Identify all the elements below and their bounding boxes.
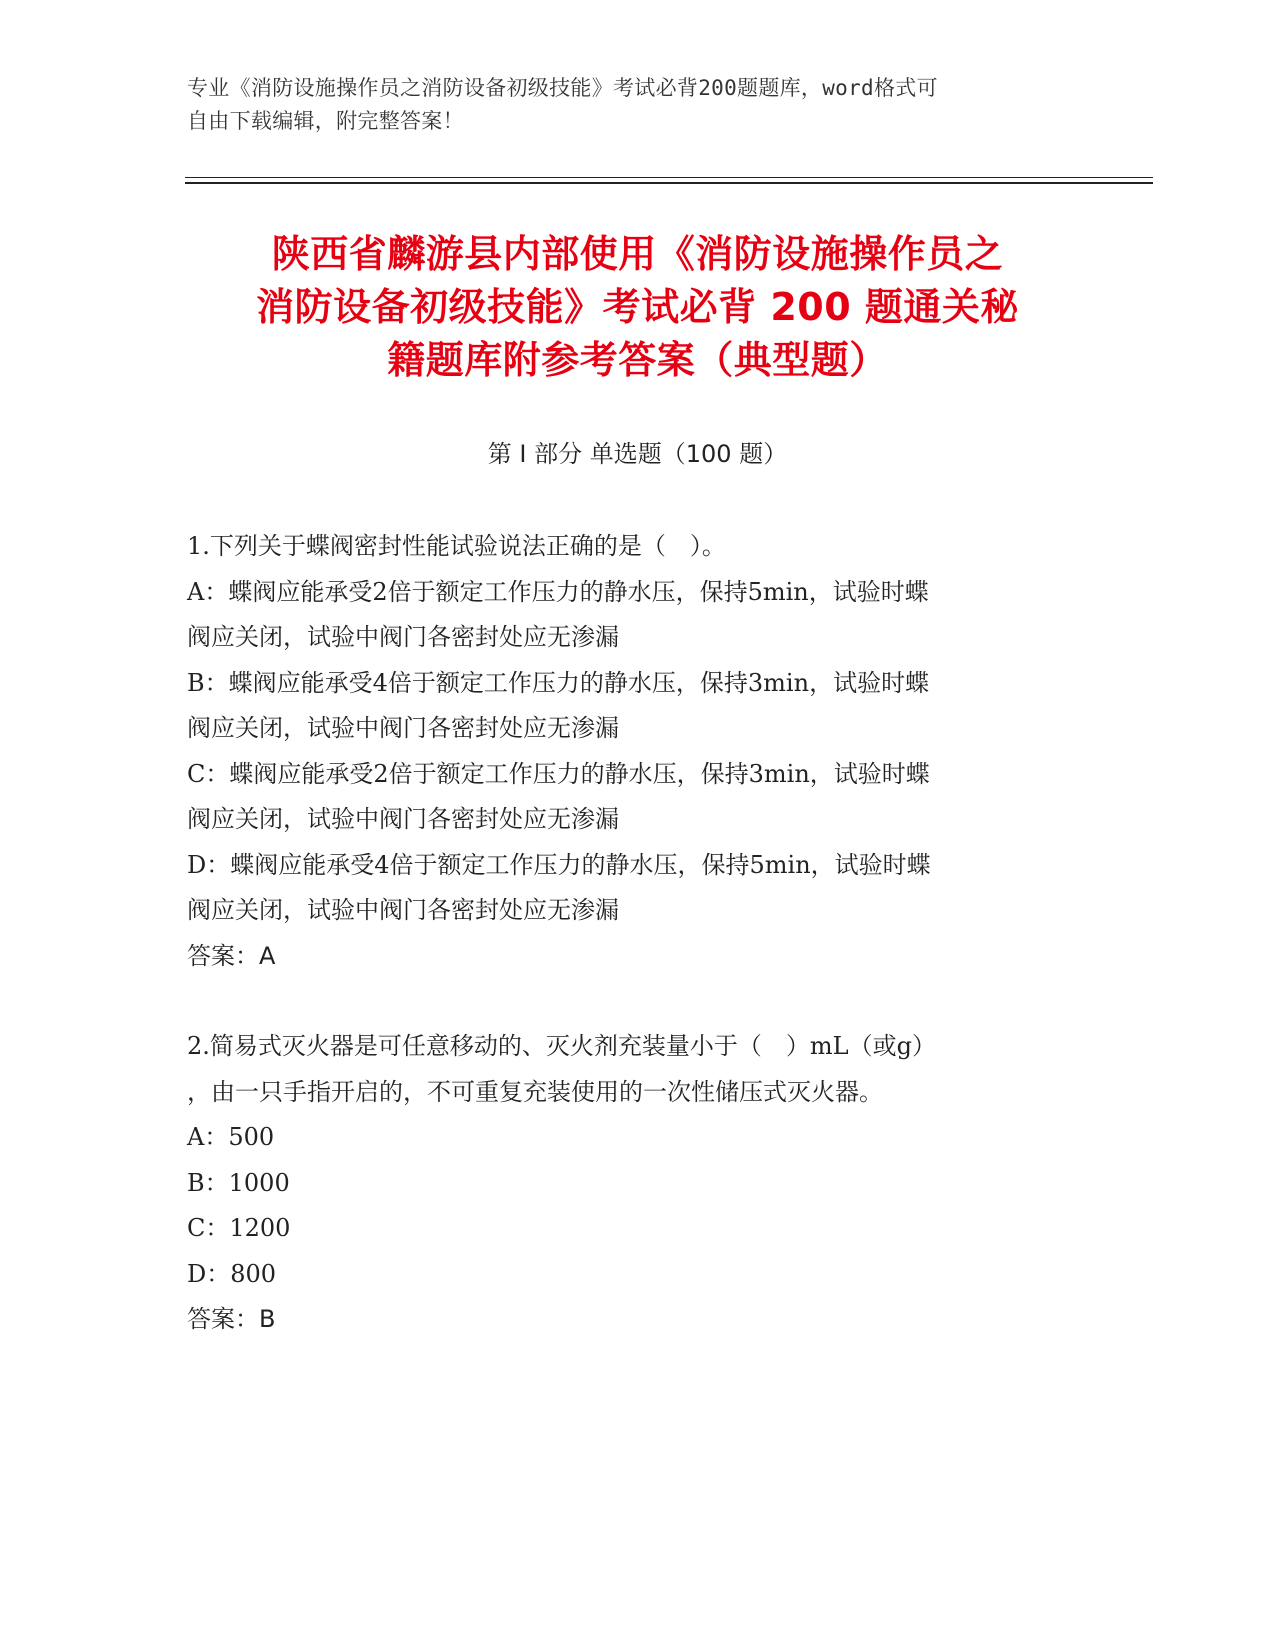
title-line: 陕西省麟游县内部使用《消防设施操作员之 bbox=[271, 232, 1004, 276]
header-divider-thin bbox=[185, 177, 1153, 178]
option-line: A：500 bbox=[187, 1123, 275, 1151]
section-heading: 第 I 部分 单选题（100 题） bbox=[487, 440, 788, 468]
question-stem: ，由一只手指开启的，不可重复充装使用的一次性储压式灭火器。 bbox=[187, 1077, 883, 1106]
header-note-line: 专业《消防设施操作员之消防设备初级技能》考试必背200题题库，word格式可 bbox=[187, 76, 938, 100]
option-line: 阀应关闭，试验中阀门各密封处应无渗漏 bbox=[187, 805, 619, 833]
header-note bbox=[187, 72, 1067, 138]
document-title bbox=[170, 228, 1105, 387]
option-line: C：蝶阀应能承受2倍于额定工作压力的静水压，保持3min，试验时蝶 bbox=[187, 759, 930, 788]
option-line: B：1000 bbox=[187, 1168, 290, 1197]
option-line: A：蝶阀应能承受2倍于额定工作压力的静水压，保持5min，试验时蝶 bbox=[187, 577, 929, 606]
option-line: B：蝶阀应能承受4倍于额定工作压力的静水压，保持3min，试验时蝶 bbox=[187, 668, 930, 697]
header-divider-thick bbox=[185, 182, 1153, 184]
answer-line: 答案：B bbox=[187, 1305, 276, 1333]
question-1 bbox=[187, 524, 1087, 979]
option-line: 阀应关闭，试验中阀门各密封处应无渗漏 bbox=[187, 896, 619, 924]
option-line: C：1200 bbox=[187, 1214, 291, 1242]
question-2 bbox=[187, 1024, 1087, 1343]
title-line: 籍题库附参考答案（典型题） bbox=[387, 338, 888, 382]
option-line: 阀应关闭，试验中阀门各密封处应无渗漏 bbox=[187, 623, 619, 651]
option-line: D：蝶阀应能承受4倍于额定工作压力的静水压，保持5min，试验时蝶 bbox=[187, 850, 931, 879]
question-stem: 2.简易式灭火器是可任意移动的、灭火剂充装量小于（ ）mL（或g） bbox=[187, 1032, 936, 1060]
question-stem: 1.下列关于蝶阀密封性能试验说法正确的是（ ）。 bbox=[187, 532, 726, 560]
option-line: D：800 bbox=[187, 1259, 277, 1288]
title-line: 消防设备初级技能》考试必背 200 题通关秘 bbox=[256, 285, 1019, 329]
answer-line: 答案：A bbox=[187, 941, 276, 970]
header-note-line: 自由下载编辑，附完整答案！ bbox=[187, 109, 464, 133]
option-line: 阀应关闭，试验中阀门各密封处应无渗漏 bbox=[187, 714, 619, 742]
